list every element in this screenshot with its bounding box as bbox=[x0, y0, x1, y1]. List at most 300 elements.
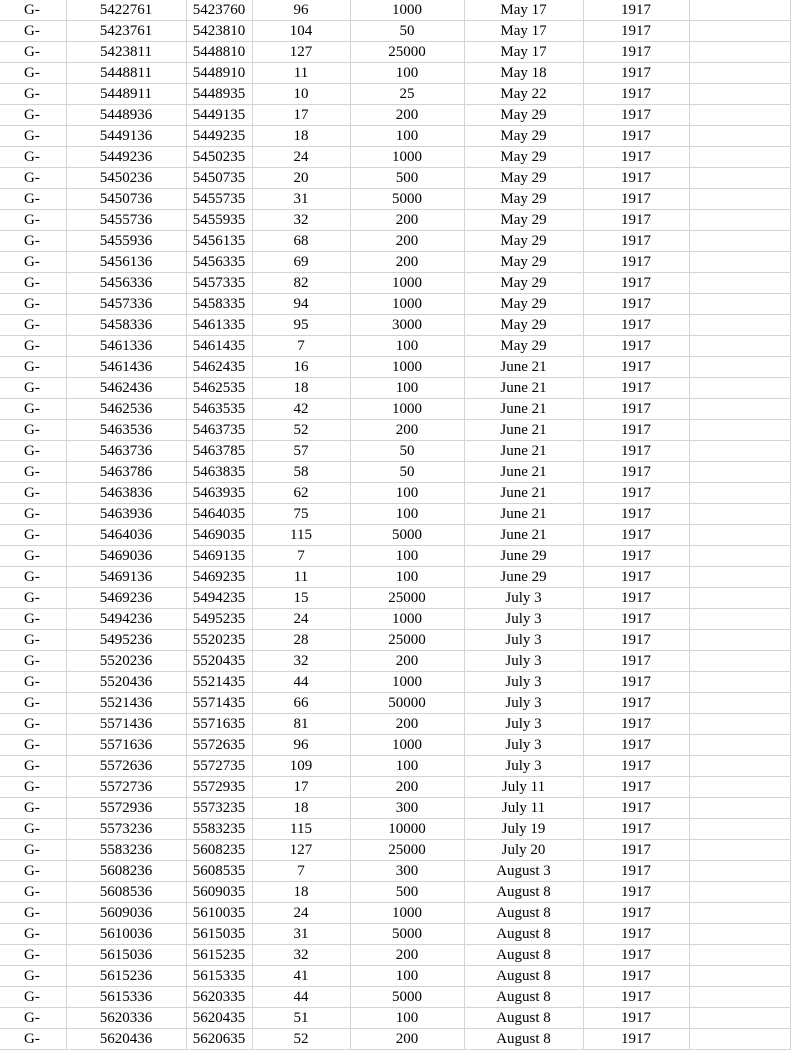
number-cell[interactable]: 115 bbox=[252, 819, 350, 840]
empty-cell[interactable] bbox=[689, 273, 790, 294]
number-cell[interactable]: 109 bbox=[252, 756, 350, 777]
serial-from-cell[interactable]: 5495236 bbox=[66, 630, 186, 651]
serial-to-cell[interactable]: 5615235 bbox=[186, 945, 252, 966]
date-cell[interactable]: June 29 bbox=[464, 546, 583, 567]
empty-cell[interactable] bbox=[689, 1029, 790, 1050]
year-cell[interactable]: 1917 bbox=[583, 903, 689, 924]
number-cell[interactable]: 104 bbox=[252, 21, 350, 42]
number-cell[interactable]: 81 bbox=[252, 714, 350, 735]
serial-from-cell[interactable]: 5448811 bbox=[66, 63, 186, 84]
prefix-cell[interactable]: G- bbox=[0, 84, 66, 105]
prefix-cell[interactable]: G- bbox=[0, 399, 66, 420]
prefix-cell[interactable]: G- bbox=[0, 0, 66, 21]
serial-from-cell[interactable]: 5463736 bbox=[66, 441, 186, 462]
serial-from-cell[interactable]: 5464036 bbox=[66, 525, 186, 546]
number-cell[interactable]: 44 bbox=[252, 987, 350, 1008]
prefix-cell[interactable]: G- bbox=[0, 294, 66, 315]
amount-cell[interactable]: 1000 bbox=[350, 903, 464, 924]
serial-to-cell[interactable]: 5610035 bbox=[186, 903, 252, 924]
year-cell[interactable]: 1917 bbox=[583, 777, 689, 798]
prefix-cell[interactable]: G- bbox=[0, 63, 66, 84]
date-cell[interactable]: July 3 bbox=[464, 609, 583, 630]
prefix-cell[interactable]: G- bbox=[0, 147, 66, 168]
date-cell[interactable]: August 8 bbox=[464, 903, 583, 924]
amount-cell[interactable]: 1000 bbox=[350, 273, 464, 294]
empty-cell[interactable] bbox=[689, 609, 790, 630]
amount-cell[interactable]: 100 bbox=[350, 63, 464, 84]
year-cell[interactable]: 1917 bbox=[583, 588, 689, 609]
serial-from-cell[interactable]: 5458336 bbox=[66, 315, 186, 336]
serial-from-cell[interactable]: 5615036 bbox=[66, 945, 186, 966]
serial-to-cell[interactable]: 5620335 bbox=[186, 987, 252, 1008]
serial-to-cell[interactable]: 5573235 bbox=[186, 798, 252, 819]
year-cell[interactable]: 1917 bbox=[583, 609, 689, 630]
empty-cell[interactable] bbox=[689, 252, 790, 273]
number-cell[interactable]: 11 bbox=[252, 63, 350, 84]
prefix-cell[interactable]: G- bbox=[0, 504, 66, 525]
number-cell[interactable]: 17 bbox=[252, 777, 350, 798]
serial-from-cell[interactable]: 5449236 bbox=[66, 147, 186, 168]
serial-to-cell[interactable]: 5494235 bbox=[186, 588, 252, 609]
prefix-cell[interactable]: G- bbox=[0, 357, 66, 378]
empty-cell[interactable] bbox=[689, 714, 790, 735]
prefix-cell[interactable]: G- bbox=[0, 126, 66, 147]
serial-to-cell[interactable]: 5448810 bbox=[186, 42, 252, 63]
empty-cell[interactable] bbox=[689, 903, 790, 924]
serial-from-cell[interactable]: 5572736 bbox=[66, 777, 186, 798]
number-cell[interactable]: 7 bbox=[252, 861, 350, 882]
amount-cell[interactable]: 200 bbox=[350, 105, 464, 126]
empty-cell[interactable] bbox=[689, 1008, 790, 1029]
prefix-cell[interactable]: G- bbox=[0, 588, 66, 609]
date-cell[interactable]: May 29 bbox=[464, 273, 583, 294]
amount-cell[interactable]: 100 bbox=[350, 378, 464, 399]
empty-cell[interactable] bbox=[689, 861, 790, 882]
year-cell[interactable]: 1917 bbox=[583, 147, 689, 168]
date-cell[interactable]: May 29 bbox=[464, 336, 583, 357]
number-cell[interactable]: 32 bbox=[252, 651, 350, 672]
serial-from-cell[interactable]: 5609036 bbox=[66, 903, 186, 924]
serial-from-cell[interactable]: 5620436 bbox=[66, 1029, 186, 1050]
date-cell[interactable]: May 29 bbox=[464, 147, 583, 168]
prefix-cell[interactable]: G- bbox=[0, 609, 66, 630]
prefix-cell[interactable]: G- bbox=[0, 924, 66, 945]
year-cell[interactable]: 1917 bbox=[583, 210, 689, 231]
year-cell[interactable]: 1917 bbox=[583, 966, 689, 987]
date-cell[interactable]: May 17 bbox=[464, 21, 583, 42]
date-cell[interactable]: June 29 bbox=[464, 567, 583, 588]
amount-cell[interactable]: 500 bbox=[350, 168, 464, 189]
prefix-cell[interactable]: G- bbox=[0, 315, 66, 336]
serial-to-cell[interactable]: 5463835 bbox=[186, 462, 252, 483]
prefix-cell[interactable]: G- bbox=[0, 735, 66, 756]
amount-cell[interactable]: 200 bbox=[350, 714, 464, 735]
amount-cell[interactable]: 1000 bbox=[350, 609, 464, 630]
number-cell[interactable]: 66 bbox=[252, 693, 350, 714]
amount-cell[interactable]: 100 bbox=[350, 504, 464, 525]
empty-cell[interactable] bbox=[689, 819, 790, 840]
amount-cell[interactable]: 300 bbox=[350, 861, 464, 882]
date-cell[interactable]: May 22 bbox=[464, 84, 583, 105]
serial-from-cell[interactable]: 5450736 bbox=[66, 189, 186, 210]
serial-to-cell[interactable]: 5423810 bbox=[186, 21, 252, 42]
date-cell[interactable]: May 17 bbox=[464, 42, 583, 63]
empty-cell[interactable] bbox=[689, 483, 790, 504]
serial-to-cell[interactable]: 5455935 bbox=[186, 210, 252, 231]
number-cell[interactable]: 18 bbox=[252, 126, 350, 147]
date-cell[interactable]: August 8 bbox=[464, 966, 583, 987]
serial-from-cell[interactable]: 5571636 bbox=[66, 735, 186, 756]
date-cell[interactable]: May 29 bbox=[464, 252, 583, 273]
serial-from-cell[interactable]: 5455736 bbox=[66, 210, 186, 231]
serial-to-cell[interactable]: 5461435 bbox=[186, 336, 252, 357]
year-cell[interactable]: 1917 bbox=[583, 987, 689, 1008]
year-cell[interactable]: 1917 bbox=[583, 336, 689, 357]
empty-cell[interactable] bbox=[689, 294, 790, 315]
year-cell[interactable]: 1917 bbox=[583, 504, 689, 525]
year-cell[interactable]: 1917 bbox=[583, 84, 689, 105]
prefix-cell[interactable]: G- bbox=[0, 546, 66, 567]
year-cell[interactable]: 1917 bbox=[583, 567, 689, 588]
amount-cell[interactable]: 1000 bbox=[350, 0, 464, 21]
prefix-cell[interactable]: G- bbox=[0, 210, 66, 231]
year-cell[interactable]: 1917 bbox=[583, 693, 689, 714]
number-cell[interactable]: 69 bbox=[252, 252, 350, 273]
serial-to-cell[interactable]: 5449135 bbox=[186, 105, 252, 126]
number-cell[interactable]: 115 bbox=[252, 525, 350, 546]
empty-cell[interactable] bbox=[689, 0, 790, 21]
year-cell[interactable]: 1917 bbox=[583, 840, 689, 861]
serial-to-cell[interactable]: 5456335 bbox=[186, 252, 252, 273]
prefix-cell[interactable]: G- bbox=[0, 777, 66, 798]
number-cell[interactable]: 75 bbox=[252, 504, 350, 525]
serial-from-cell[interactable]: 5450236 bbox=[66, 168, 186, 189]
year-cell[interactable]: 1917 bbox=[583, 1008, 689, 1029]
serial-from-cell[interactable]: 5423811 bbox=[66, 42, 186, 63]
year-cell[interactable]: 1917 bbox=[583, 378, 689, 399]
amount-cell[interactable]: 500 bbox=[350, 882, 464, 903]
prefix-cell[interactable]: G- bbox=[0, 819, 66, 840]
prefix-cell[interactable]: G- bbox=[0, 882, 66, 903]
empty-cell[interactable] bbox=[689, 357, 790, 378]
empty-cell[interactable] bbox=[689, 546, 790, 567]
date-cell[interactable]: June 21 bbox=[464, 462, 583, 483]
year-cell[interactable]: 1917 bbox=[583, 651, 689, 672]
number-cell[interactable]: 7 bbox=[252, 336, 350, 357]
prefix-cell[interactable]: G- bbox=[0, 336, 66, 357]
number-cell[interactable]: 24 bbox=[252, 147, 350, 168]
number-cell[interactable]: 10 bbox=[252, 84, 350, 105]
prefix-cell[interactable]: G- bbox=[0, 168, 66, 189]
year-cell[interactable]: 1917 bbox=[583, 819, 689, 840]
serial-from-cell[interactable]: 5457336 bbox=[66, 294, 186, 315]
year-cell[interactable]: 1917 bbox=[583, 462, 689, 483]
year-cell[interactable]: 1917 bbox=[583, 294, 689, 315]
prefix-cell[interactable]: G- bbox=[0, 861, 66, 882]
serial-to-cell[interactable]: 5608235 bbox=[186, 840, 252, 861]
date-cell[interactable]: June 21 bbox=[464, 504, 583, 525]
serial-to-cell[interactable]: 5520235 bbox=[186, 630, 252, 651]
empty-cell[interactable] bbox=[689, 945, 790, 966]
amount-cell[interactable]: 200 bbox=[350, 210, 464, 231]
serial-from-cell[interactable]: 5572936 bbox=[66, 798, 186, 819]
number-cell[interactable]: 18 bbox=[252, 378, 350, 399]
prefix-cell[interactable]: G- bbox=[0, 651, 66, 672]
serial-from-cell[interactable]: 5423761 bbox=[66, 21, 186, 42]
serial-to-cell[interactable]: 5462435 bbox=[186, 357, 252, 378]
empty-cell[interactable] bbox=[689, 84, 790, 105]
number-cell[interactable]: 20 bbox=[252, 168, 350, 189]
number-cell[interactable]: 16 bbox=[252, 357, 350, 378]
amount-cell[interactable]: 100 bbox=[350, 483, 464, 504]
serial-from-cell[interactable]: 5448936 bbox=[66, 105, 186, 126]
empty-cell[interactable] bbox=[689, 462, 790, 483]
empty-cell[interactable] bbox=[689, 882, 790, 903]
empty-cell[interactable] bbox=[689, 924, 790, 945]
prefix-cell[interactable]: G- bbox=[0, 483, 66, 504]
amount-cell[interactable]: 200 bbox=[350, 945, 464, 966]
year-cell[interactable]: 1917 bbox=[583, 420, 689, 441]
date-cell[interactable]: June 21 bbox=[464, 420, 583, 441]
year-cell[interactable]: 1917 bbox=[583, 63, 689, 84]
prefix-cell[interactable]: G- bbox=[0, 42, 66, 63]
serial-from-cell[interactable]: 5583236 bbox=[66, 840, 186, 861]
year-cell[interactable]: 1917 bbox=[583, 273, 689, 294]
serial-to-cell[interactable]: 5469135 bbox=[186, 546, 252, 567]
year-cell[interactable]: 1917 bbox=[583, 168, 689, 189]
amount-cell[interactable]: 25000 bbox=[350, 840, 464, 861]
number-cell[interactable]: 31 bbox=[252, 924, 350, 945]
number-cell[interactable]: 68 bbox=[252, 231, 350, 252]
amount-cell[interactable]: 50 bbox=[350, 21, 464, 42]
serial-to-cell[interactable]: 5461335 bbox=[186, 315, 252, 336]
number-cell[interactable]: 24 bbox=[252, 903, 350, 924]
empty-cell[interactable] bbox=[689, 420, 790, 441]
date-cell[interactable]: July 3 bbox=[464, 630, 583, 651]
empty-cell[interactable] bbox=[689, 672, 790, 693]
prefix-cell[interactable]: G- bbox=[0, 987, 66, 1008]
prefix-cell[interactable]: G- bbox=[0, 630, 66, 651]
empty-cell[interactable] bbox=[689, 441, 790, 462]
year-cell[interactable]: 1917 bbox=[583, 756, 689, 777]
empty-cell[interactable] bbox=[689, 735, 790, 756]
empty-cell[interactable] bbox=[689, 525, 790, 546]
empty-cell[interactable] bbox=[689, 756, 790, 777]
prefix-cell[interactable]: G- bbox=[0, 252, 66, 273]
date-cell[interactable]: July 20 bbox=[464, 840, 583, 861]
amount-cell[interactable]: 50 bbox=[350, 462, 464, 483]
year-cell[interactable]: 1917 bbox=[583, 735, 689, 756]
serial-to-cell[interactable]: 5572635 bbox=[186, 735, 252, 756]
date-cell[interactable]: May 29 bbox=[464, 231, 583, 252]
amount-cell[interactable]: 100 bbox=[350, 126, 464, 147]
amount-cell[interactable]: 100 bbox=[350, 756, 464, 777]
date-cell[interactable]: May 29 bbox=[464, 168, 583, 189]
serial-from-cell[interactable]: 5571436 bbox=[66, 714, 186, 735]
serial-from-cell[interactable]: 5521436 bbox=[66, 693, 186, 714]
amount-cell[interactable]: 50000 bbox=[350, 693, 464, 714]
empty-cell[interactable] bbox=[689, 210, 790, 231]
amount-cell[interactable]: 25 bbox=[350, 84, 464, 105]
date-cell[interactable]: June 21 bbox=[464, 441, 583, 462]
empty-cell[interactable] bbox=[689, 126, 790, 147]
number-cell[interactable]: 28 bbox=[252, 630, 350, 651]
empty-cell[interactable] bbox=[689, 105, 790, 126]
empty-cell[interactable] bbox=[689, 147, 790, 168]
amount-cell[interactable]: 200 bbox=[350, 420, 464, 441]
prefix-cell[interactable]: G- bbox=[0, 840, 66, 861]
prefix-cell[interactable]: G- bbox=[0, 798, 66, 819]
serial-to-cell[interactable]: 5456135 bbox=[186, 231, 252, 252]
serial-from-cell[interactable]: 5494236 bbox=[66, 609, 186, 630]
prefix-cell[interactable]: G- bbox=[0, 693, 66, 714]
serial-to-cell[interactable]: 5463935 bbox=[186, 483, 252, 504]
amount-cell[interactable]: 1000 bbox=[350, 735, 464, 756]
serial-to-cell[interactable]: 5457335 bbox=[186, 273, 252, 294]
date-cell[interactable]: July 3 bbox=[464, 714, 583, 735]
serial-from-cell[interactable]: 5615336 bbox=[66, 987, 186, 1008]
number-cell[interactable]: 51 bbox=[252, 1008, 350, 1029]
prefix-cell[interactable]: G- bbox=[0, 714, 66, 735]
year-cell[interactable]: 1917 bbox=[583, 252, 689, 273]
amount-cell[interactable]: 5000 bbox=[350, 924, 464, 945]
year-cell[interactable]: 1917 bbox=[583, 441, 689, 462]
empty-cell[interactable] bbox=[689, 378, 790, 399]
serial-from-cell[interactable]: 5469036 bbox=[66, 546, 186, 567]
number-cell[interactable]: 18 bbox=[252, 798, 350, 819]
empty-cell[interactable] bbox=[689, 399, 790, 420]
serial-from-cell[interactable]: 5608236 bbox=[66, 861, 186, 882]
date-cell[interactable]: May 29 bbox=[464, 294, 583, 315]
serial-from-cell[interactable]: 5469136 bbox=[66, 567, 186, 588]
number-cell[interactable]: 24 bbox=[252, 609, 350, 630]
year-cell[interactable]: 1917 bbox=[583, 189, 689, 210]
serial-from-cell[interactable]: 5469236 bbox=[66, 588, 186, 609]
date-cell[interactable]: August 8 bbox=[464, 882, 583, 903]
amount-cell[interactable]: 3000 bbox=[350, 315, 464, 336]
amount-cell[interactable]: 1000 bbox=[350, 147, 464, 168]
prefix-cell[interactable]: G- bbox=[0, 672, 66, 693]
serial-from-cell[interactable]: 5456336 bbox=[66, 273, 186, 294]
amount-cell[interactable]: 100 bbox=[350, 567, 464, 588]
number-cell[interactable]: 94 bbox=[252, 294, 350, 315]
serial-from-cell[interactable]: 5608536 bbox=[66, 882, 186, 903]
amount-cell[interactable]: 50 bbox=[350, 441, 464, 462]
serial-from-cell[interactable]: 5455936 bbox=[66, 231, 186, 252]
prefix-cell[interactable]: G- bbox=[0, 105, 66, 126]
year-cell[interactable]: 1917 bbox=[583, 105, 689, 126]
number-cell[interactable]: 17 bbox=[252, 105, 350, 126]
serial-to-cell[interactable]: 5583235 bbox=[186, 819, 252, 840]
serial-to-cell[interactable]: 5450735 bbox=[186, 168, 252, 189]
empty-cell[interactable] bbox=[689, 21, 790, 42]
prefix-cell[interactable]: G- bbox=[0, 273, 66, 294]
serial-from-cell[interactable]: 5463536 bbox=[66, 420, 186, 441]
year-cell[interactable]: 1917 bbox=[583, 798, 689, 819]
empty-cell[interactable] bbox=[689, 840, 790, 861]
amount-cell[interactable]: 25000 bbox=[350, 42, 464, 63]
year-cell[interactable]: 1917 bbox=[583, 42, 689, 63]
date-cell[interactable]: July 11 bbox=[464, 777, 583, 798]
date-cell[interactable]: June 21 bbox=[464, 483, 583, 504]
amount-cell[interactable]: 200 bbox=[350, 777, 464, 798]
number-cell[interactable]: 52 bbox=[252, 1029, 350, 1050]
prefix-cell[interactable]: G- bbox=[0, 945, 66, 966]
empty-cell[interactable] bbox=[689, 42, 790, 63]
serial-to-cell[interactable]: 5608535 bbox=[186, 861, 252, 882]
number-cell[interactable]: 31 bbox=[252, 189, 350, 210]
year-cell[interactable]: 1917 bbox=[583, 672, 689, 693]
serial-from-cell[interactable]: 5573236 bbox=[66, 819, 186, 840]
number-cell[interactable]: 58 bbox=[252, 462, 350, 483]
serial-from-cell[interactable]: 5422761 bbox=[66, 0, 186, 21]
prefix-cell[interactable]: G- bbox=[0, 420, 66, 441]
serial-from-cell[interactable]: 5463936 bbox=[66, 504, 186, 525]
year-cell[interactable]: 1917 bbox=[583, 945, 689, 966]
date-cell[interactable]: July 19 bbox=[464, 819, 583, 840]
prefix-cell[interactable]: G- bbox=[0, 231, 66, 252]
empty-cell[interactable] bbox=[689, 504, 790, 525]
serial-to-cell[interactable]: 5521435 bbox=[186, 672, 252, 693]
serial-to-cell[interactable]: 5464035 bbox=[186, 504, 252, 525]
prefix-cell[interactable]: G- bbox=[0, 903, 66, 924]
serial-from-cell[interactable]: 5456136 bbox=[66, 252, 186, 273]
empty-cell[interactable] bbox=[689, 966, 790, 987]
amount-cell[interactable]: 200 bbox=[350, 1029, 464, 1050]
serial-from-cell[interactable]: 5461336 bbox=[66, 336, 186, 357]
amount-cell[interactable]: 25000 bbox=[350, 588, 464, 609]
number-cell[interactable]: 96 bbox=[252, 735, 350, 756]
date-cell[interactable]: August 8 bbox=[464, 987, 583, 1008]
serial-from-cell[interactable]: 5448911 bbox=[66, 84, 186, 105]
prefix-cell[interactable]: G- bbox=[0, 441, 66, 462]
date-cell[interactable]: August 8 bbox=[464, 1008, 583, 1029]
amount-cell[interactable]: 1000 bbox=[350, 672, 464, 693]
year-cell[interactable]: 1917 bbox=[583, 924, 689, 945]
number-cell[interactable]: 32 bbox=[252, 210, 350, 231]
serial-to-cell[interactable]: 5571635 bbox=[186, 714, 252, 735]
prefix-cell[interactable]: G- bbox=[0, 21, 66, 42]
serial-to-cell[interactable]: 5620435 bbox=[186, 1008, 252, 1029]
serial-from-cell[interactable]: 5615236 bbox=[66, 966, 186, 987]
date-cell[interactable]: May 29 bbox=[464, 210, 583, 231]
serial-to-cell[interactable]: 5572735 bbox=[186, 756, 252, 777]
empty-cell[interactable] bbox=[689, 231, 790, 252]
serial-to-cell[interactable]: 5620635 bbox=[186, 1029, 252, 1050]
amount-cell[interactable]: 5000 bbox=[350, 189, 464, 210]
prefix-cell[interactable]: G- bbox=[0, 462, 66, 483]
date-cell[interactable]: May 17 bbox=[464, 0, 583, 21]
amount-cell[interactable]: 100 bbox=[350, 1008, 464, 1029]
amount-cell[interactable]: 100 bbox=[350, 336, 464, 357]
amount-cell[interactable]: 25000 bbox=[350, 630, 464, 651]
prefix-cell[interactable]: G- bbox=[0, 189, 66, 210]
serial-from-cell[interactable]: 5572636 bbox=[66, 756, 186, 777]
year-cell[interactable]: 1917 bbox=[583, 882, 689, 903]
serial-to-cell[interactable]: 5615335 bbox=[186, 966, 252, 987]
amount-cell[interactable]: 300 bbox=[350, 798, 464, 819]
serial-to-cell[interactable]: 5448935 bbox=[186, 84, 252, 105]
amount-cell[interactable]: 100 bbox=[350, 546, 464, 567]
serial-to-cell[interactable]: 5615035 bbox=[186, 924, 252, 945]
date-cell[interactable]: July 3 bbox=[464, 651, 583, 672]
year-cell[interactable]: 1917 bbox=[583, 525, 689, 546]
number-cell[interactable]: 15 bbox=[252, 588, 350, 609]
date-cell[interactable]: July 11 bbox=[464, 798, 583, 819]
empty-cell[interactable] bbox=[689, 567, 790, 588]
serial-from-cell[interactable]: 5462536 bbox=[66, 399, 186, 420]
prefix-cell[interactable]: G- bbox=[0, 1029, 66, 1050]
